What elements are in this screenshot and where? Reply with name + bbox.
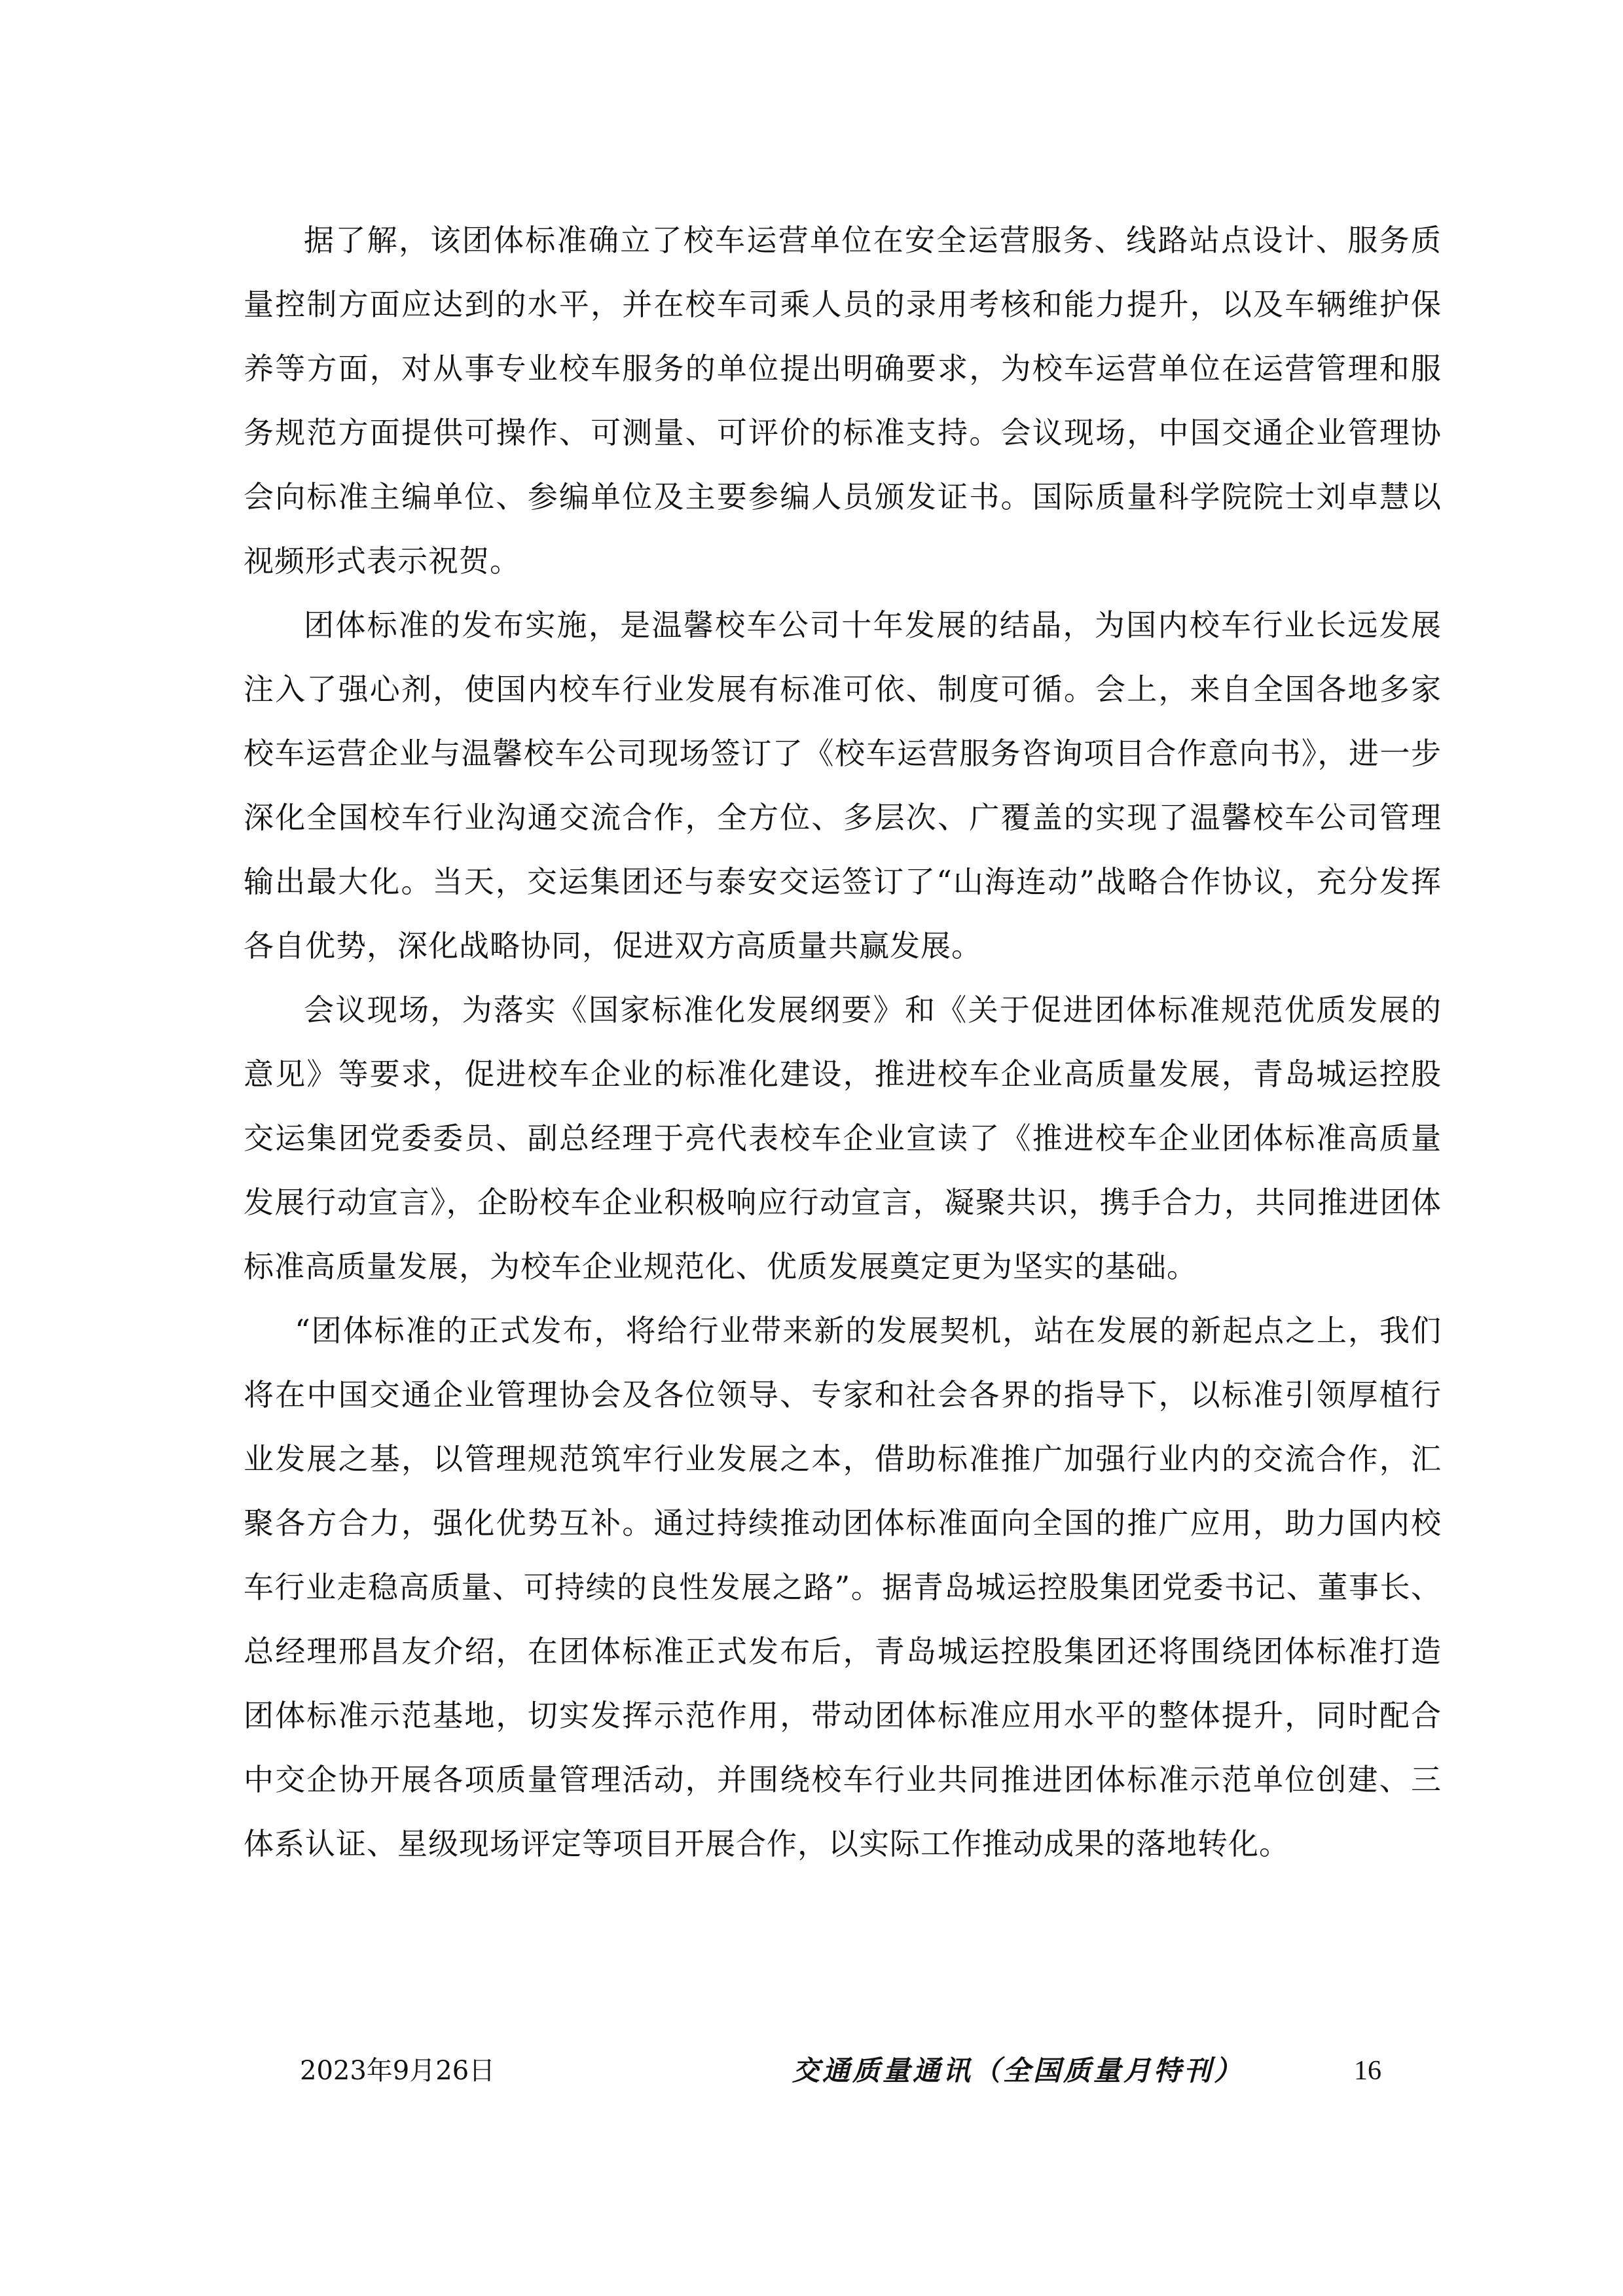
footer-date: 2023年9月26日 <box>300 2056 496 2086</box>
footer-page-number: 16 <box>1354 2056 1381 2086</box>
article-body <box>244 208 1442 1876</box>
page-footer <box>0 2051 1623 2090</box>
paragraph-3: 会议现场，为落实《国家标准化发展纲要》和《关于促进团体标准规范优质发展的意见》等要求，促进校车企业的标准化建设，推进校车企业高质量发展，青岛城运控股交运集团党委委员、副总经理于亮代表校车企业宣读了《推进校车企业团体标准高质量发展行动宣言》，企盼校车企业积极响应行动宣言，凝聚共识，携手合力，共同推进团体标准高质量发展，为校车企业规范化、优质发展奠定更为坚实的基础。 <box>244 992 1442 1284</box>
footer-publication-title: 交通质量通讯（全国质量月特刊） <box>792 2054 1245 2087</box>
paragraph-4: “团体标准的正式发布，将给行业带来新的发展契机，站在发展的新起点之上，我们将在中国交通企业管理协会及各位领导、专家和社会各界的指导下，以标准引领厚植行业发展之基，以管理规范筑牢行业发展之本，借助标准推广加强行业内的交流合作，汇聚各方合力，强化优势互补。通过持续推动团体标准面向全国的推广应用，助力国内校车行业走稳高质量、可持续的良性发展之路”。据青岛城运控股集团党委书记、董事长、总经理邢昌友介绍，在团体标准正式发布后，青岛城运控股集团还将围绕团体标准打造团体标准示范基地，切实发挥示范作用，带动团体标准应用水平的整体提升，同时配合中交企协开展各项质量管理活动，并围绕校车行业共同推进团体标准示范单位创建、三体系认证、星级现场评定等项目开展合作，以实际工作推动成果的落地转化。 <box>244 1313 1442 1861</box>
paragraph-2: 团体标准的发布实施，是温馨校车公司十年发展的结晶，为国内校车行业长远发展注入了强心剂，使国内校车行业发展有标准可依、制度可循。会上，来自全国各地多家校车运营企业与温馨校车公司现场签订了《校车运营服务咨询项目合作意向书》，进一步深化全国校车行业沟通交流合作，全方位、多层次、广覆盖的实现了温馨校车公司管理输出最大化。当天，交运集团还与泰安交运签订了“山海连动”战略合作协议，充分发挥各自优势，深化战略协同，促进双方高质量共赢发展。 <box>244 607 1442 963</box>
paragraph-1: 据了解，该团体标准确立了校车运营单位在安全运营服务、线路站点设计、服务质量控制方面应达到的水平，并在校车司乘人员的录用考核和能力提升，以及车辆维护保养等方面，对从事专业校车服务的单位提出明确要求，为校车运营单位在运营管理和服务规范方面提供可操作、可测量、可评价的标准支持。会议现场，中国交通企业管理协会向标准主编单位、参编单位及主要参编人员颁发证书。国际质量科学院院士刘卓慧以视频形式表示祝贺。 <box>244 223 1442 579</box>
